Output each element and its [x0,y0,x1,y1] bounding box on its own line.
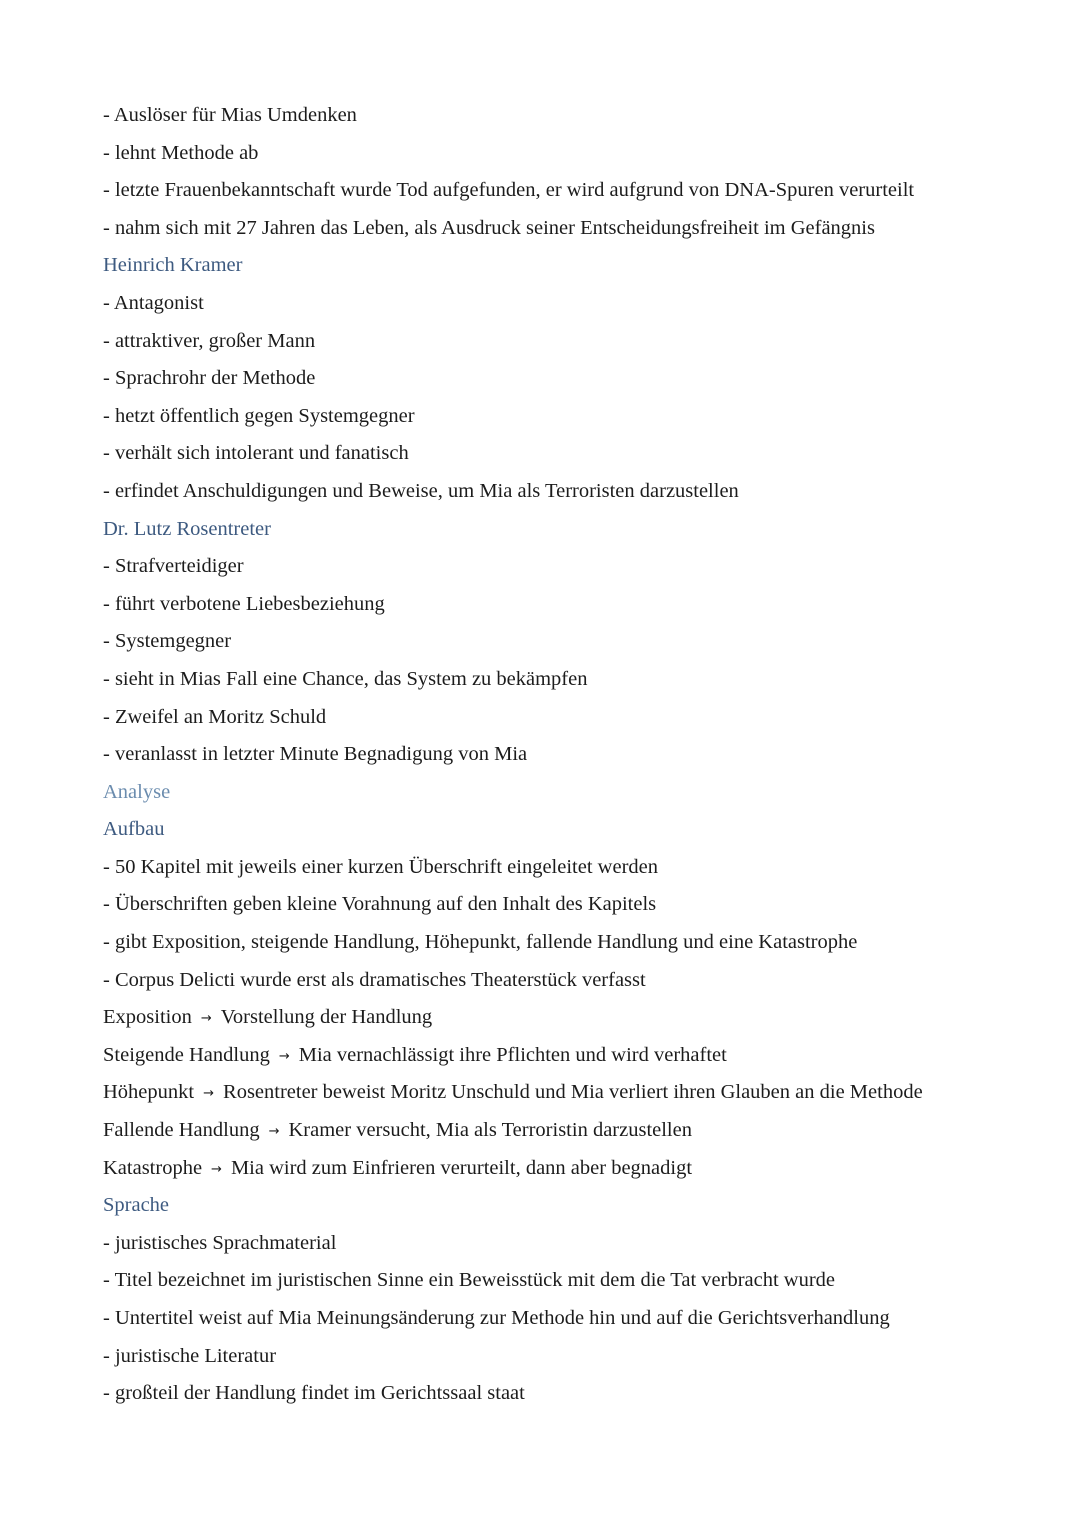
list-item: - führt verbotene Liebesbeziehung [103,592,385,615]
list-item: - hetzt öffentlich gegen Systemgegner [103,404,415,427]
phase-row [103,999,1043,1037]
list-item: - Strafverteidiger [103,555,244,578]
list-item: - lehnt Methode ab [103,141,259,164]
section-heading-kramer: Heinrich Kramer [103,254,243,277]
list-item: - Überschriften geben kleine Vorahnung auf den Inhalt des Kapitels [103,893,657,916]
list-item: - juristische Literatur [103,1344,277,1367]
subsection-heading-sprache: Sprache [103,1194,170,1217]
list-item: - letzte Frauenbekanntschaft wurde Tod aufgefunden, er wird aufgrund von DNA-Spuren verurteilt [103,179,915,202]
list-item: - Sprachrohr der Methode [103,367,316,390]
document-page [103,97,1043,1413]
phase-term: Katastrophe [103,1156,203,1179]
phase-description: Vorstellung der Handlung [220,1006,433,1029]
list-item: - großteil der Handlung findet im Gerichtssaal staat [103,1382,525,1405]
list-item: - Untertitel weist auf Mia Meinungsänderung zur Methode hin und auf die Gerichtsverhandlung [103,1307,890,1329]
phase-description: Mia wird zum Einfrieren verurteilt, dann aber begnadigt [230,1156,693,1179]
phase-row [103,1112,1043,1150]
sprache-section [103,1187,1043,1413]
arrow-right-icon: → [203,1086,215,1102]
list-item: - Zweifel an Moritz Schuld [103,705,327,728]
list-item: - verhält sich intolerant und fanatisch [103,442,409,465]
list-item: - Antagonist [103,291,204,314]
list-item: - Auslöser für Mias Umdenken [103,104,357,126]
arrow-right-icon: → [268,1124,280,1140]
list-item: - sieht in Mias Fall eine Chance, das System zu bekämpfen [103,667,588,690]
analyse-section [103,774,1043,1413]
list-item: - Corpus Delicti wurde erst als dramatisches Theaterstück verfasst [103,968,646,991]
character-moritz-section [103,97,1043,247]
list-item: - erfindet Anschuldigungen und Beweise, um Mia als Terroristen darzustellen [103,479,739,502]
list-item: - attraktiver, großer Mann [103,329,316,352]
phase-term: Steigende Handlung [103,1043,270,1066]
subsection-heading-aufbau: Aufbau [103,818,165,841]
list-item: - juristisches Sprachmaterial [103,1231,337,1254]
section-heading-rosentreter: Dr. Lutz Rosentreter [103,517,271,540]
list-item: - nahm sich mit 27 Jahren das Leben, als Ausdruck seiner Entscheidungsfreiheit im Gefängnis [103,216,875,239]
phase-row [103,1074,1043,1112]
list-item: - veranlasst in letzter Minute Begnadigung von Mia [103,743,528,766]
section-heading-analyse: Analyse [103,780,171,803]
arrow-right-icon: → [200,1011,212,1027]
list-item: - 50 Kapitel mit jeweils einer kurzen Überschrift eingeleitet werden [103,855,658,878]
phase-row [103,1037,1043,1075]
phase-term: Höhepunkt [103,1081,195,1104]
list-item: - Systemgegner [103,630,232,653]
phase-term: Fallende Handlung [103,1119,260,1142]
phase-description: Mia vernachlässigt ihre Pflichten und wird verhaftet [298,1043,727,1066]
aufbau-section [103,811,1043,1187]
character-rosentreter-section [103,511,1043,774]
phase-description: Rosentreter beweist Moritz Unschuld und Mia verliert ihren Glauben an die Methode [223,1081,923,1104]
arrow-right-icon: → [211,1161,222,1177]
phase-term: Exposition [103,1006,192,1029]
arrow-right-icon: → [278,1048,290,1064]
phase-row [103,1150,1043,1188]
list-item: - gibt Exposition, steigende Handlung, Höhepunkt, fallende Handlung und eine Katastrophe [103,931,858,954]
phase-description: Kramer versucht, Mia als Terroristin darzustellen [288,1119,692,1142]
list-item: - Titel bezeichnet im juristischen Sinne ein Beweisstück mit dem die Tat verbracht wurde [103,1269,836,1292]
character-kramer-section [103,247,1043,510]
